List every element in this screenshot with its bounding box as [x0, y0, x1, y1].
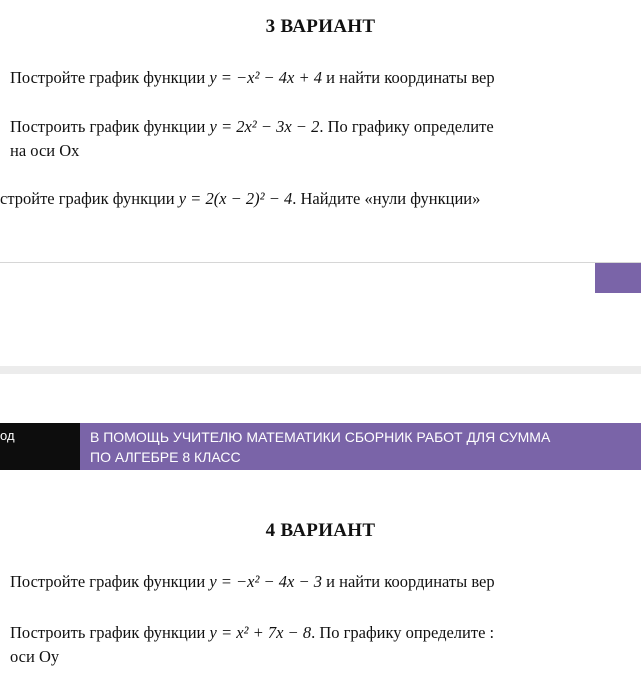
task-formula: y = 2x² − 3x − 2	[209, 117, 320, 136]
task-lead: стройте график функции	[0, 189, 179, 208]
variant-3-task-1	[10, 66, 495, 89]
banner-line-1: В ПОМОЩЬ УЧИТЕЛЮ МАТЕМАТИКИ СБОРНИК РАБОТ ДЛЯ СУММА	[90, 429, 551, 445]
page-gap-band	[0, 366, 641, 374]
variant-4-title: 4 ВАРИАНТ	[265, 520, 376, 541]
variant-4-task-2-line-2: оси Оу	[10, 647, 60, 666]
banner-black-block	[0, 423, 80, 470]
variant-4-task-2	[10, 621, 494, 644]
variant-3-title: 3 ВАРИАНТ	[265, 16, 376, 37]
task-formula: y = x² + 7x − 8	[209, 623, 312, 642]
variant-3-task-2	[10, 115, 494, 138]
variant-3-task-3	[0, 187, 480, 210]
variant-4-task-1	[10, 570, 495, 593]
variant-3-task-2-line-2: на оси Ох	[10, 141, 80, 160]
banner-left-text: од	[0, 428, 15, 443]
task-formula: y = −x² − 4x + 4	[209, 68, 323, 87]
task-tail: и найти координаты вер	[322, 572, 495, 591]
purple-tab	[595, 263, 641, 293]
task-lead: Построить график функции	[10, 623, 210, 642]
task-tail: . По графику определите	[319, 117, 494, 136]
banner-line-2: ПО АЛГЕБРЕ 8 КЛАСС	[90, 449, 241, 465]
banner-purple-block	[80, 423, 641, 470]
section-divider	[0, 262, 641, 263]
task-lead: Постройте график функции	[10, 68, 210, 87]
task-lead: Постройте график функции	[10, 572, 210, 591]
task-tail: . Найдите «нули функции»	[292, 189, 481, 208]
task-tail: и найти координаты вер	[322, 68, 495, 87]
task-formula: y = −x² − 4x − 3	[209, 572, 323, 591]
task-lead: Построить график функции	[10, 117, 210, 136]
task-formula: y = 2(x − 2)² − 4	[178, 189, 293, 208]
task-tail: . По графику определите :	[311, 623, 495, 642]
